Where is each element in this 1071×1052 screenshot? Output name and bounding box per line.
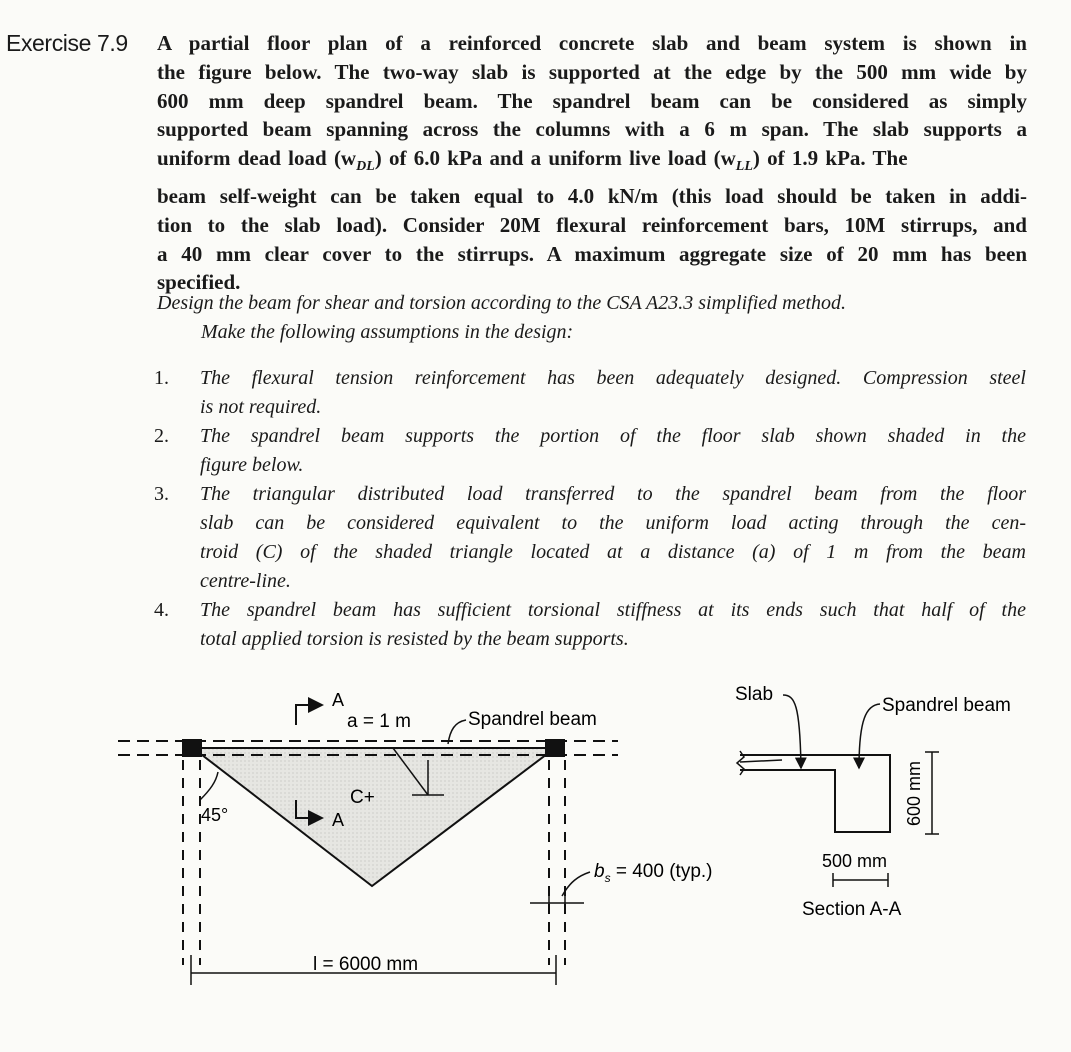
load-text: ) of 6.0 kPa and a uniform live load (w: [374, 146, 736, 171]
assumption-item: [150, 364, 1026, 422]
assumption-line: The triangular distributed load transferred to the spandrel beam from the floor: [200, 483, 1026, 505]
width-dimension: [833, 873, 888, 887]
problem-line: a 40 mm clear cover to the stirrups. A maximum aggregate size of 20 mm has been: [157, 241, 1027, 266]
depth-label: 600 mm: [904, 760, 924, 826]
bs-label: [594, 861, 713, 885]
bs-leader: [562, 872, 590, 896]
beam-section-outline: [740, 755, 890, 832]
assumption-line: The spandrel beam supports the portion of the floor slab shown shaded in the: [200, 425, 1026, 447]
bs-subscript: s: [604, 871, 611, 885]
assumption-number: 2.: [154, 425, 169, 447]
a-dimension-label: a = 1 m: [347, 711, 411, 732]
section-letter-top: A: [332, 690, 345, 710]
design-instruction: [157, 289, 846, 347]
angle-arc: [200, 772, 218, 800]
column-left: [182, 739, 202, 757]
angle-label: 45°: [201, 805, 229, 825]
problem-line: specified.: [157, 270, 241, 295]
assumption-item: [150, 422, 1026, 480]
assumption-item: [150, 596, 1026, 654]
section-mark-top: [296, 705, 322, 725]
assumption-line: The spandrel beam has sufficient torsional stiffness at its ends such that half of the: [200, 599, 1026, 621]
section-spandrel-label: Spandrel beam: [882, 695, 1011, 716]
section-a-a: [735, 684, 1011, 920]
floor-plan-figure: [0, 660, 1071, 1000]
assumption-number: 4.: [154, 599, 169, 621]
bs-value: = 400 (typ.): [610, 861, 713, 882]
centroid-label: C+: [350, 787, 375, 808]
load-text: ) of 1.9 kPa. The: [752, 146, 908, 171]
problem-line: the figure below. The two-way slab is supported at the edge by the 500 mm wide by: [157, 59, 1027, 84]
assumption-line: troid (C) of the shaded triangle located at a distance (a) of 1 m from the beam: [200, 541, 1026, 563]
assumption-list: [150, 364, 1026, 654]
design-line: Design the beam for shear and torsion according to the CSA A23.3 simplified method.: [157, 292, 847, 314]
spandrel-beam-label: Spandrel beam: [468, 709, 597, 730]
span-label: l = 6000 mm: [313, 954, 419, 975]
section-title: Section A-A: [802, 899, 902, 920]
problem-line: A partial floor plan of a reinforced concrete slab and beam system is shown in: [157, 31, 1027, 55]
width-label: 500 mm: [822, 851, 888, 871]
exercise-label: Exercise 7.9: [6, 30, 128, 56]
assumption-line: slab can be considered equivalent to the uniform load acting through the cen-: [200, 512, 1026, 534]
ll-subscript: LL: [735, 159, 753, 175]
assumption-line: is not required.: [200, 396, 322, 418]
slab-label: Slab: [735, 684, 774, 705]
assumption-number: 1.: [154, 367, 169, 389]
depth-dimension: [925, 752, 939, 834]
problem-line: 600 mm deep spandrel beam. The spandrel beam can be considered as simply: [157, 88, 1027, 113]
column-right: [545, 739, 565, 757]
load-text: uniform dead load (w: [157, 146, 357, 171]
problem-line: beam self-weight can be taken equal to 4.0 kN/m (this load should be taken in addi-: [157, 183, 1027, 208]
assumption-line: total applied torsion is resisted by the beam supports.: [200, 628, 629, 650]
assumption-line: The flexural tension reinforcement has been adequately designed. Compression steel: [200, 367, 1026, 389]
assumption-number: 3.: [154, 483, 169, 505]
problem-line: tion to the slab load). Consider 20M flexural reinforcement bars, 10M stirrups, and: [157, 212, 1027, 237]
bs-dimension: [530, 896, 584, 910]
bs-symbol: b: [594, 861, 605, 882]
section-letter-bottom: A: [332, 810, 345, 830]
problem-line-loads: [157, 144, 1027, 182]
dl-subscript: DL: [356, 159, 375, 175]
assumption-line: centre-line.: [200, 570, 291, 592]
problem-statement: [157, 29, 1027, 297]
assumption-item: [150, 480, 1026, 596]
problem-line: supported beam spanning across the columns with a 6 m span. The slab supports a: [157, 117, 1027, 142]
design-line: Make the following assumptions in the design:: [201, 321, 574, 343]
shaded-slab-triangle: [193, 748, 555, 886]
assumption-line: figure below.: [200, 454, 304, 476]
